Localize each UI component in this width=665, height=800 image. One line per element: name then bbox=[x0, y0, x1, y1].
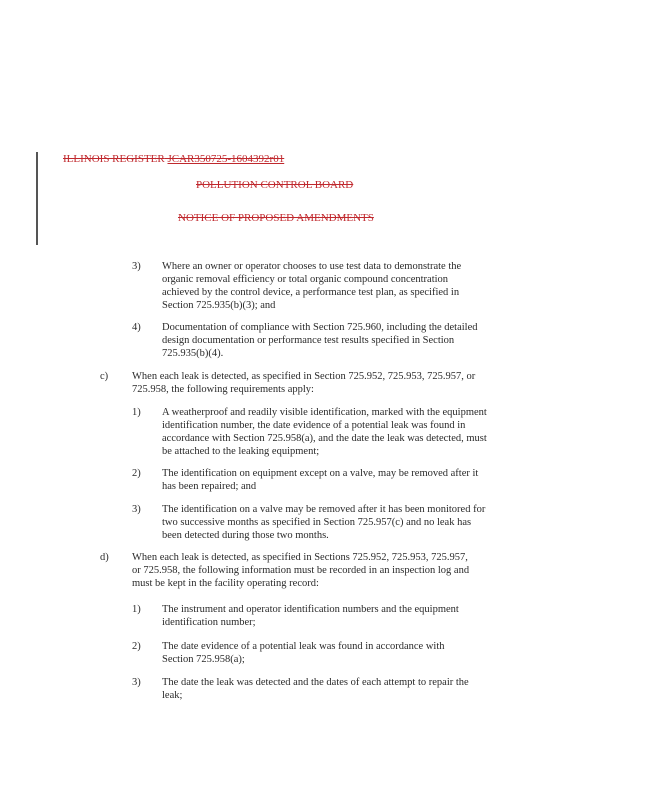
notice-title: NOTICE OF PROPOSED AMENDMENTS bbox=[178, 212, 374, 224]
register-header bbox=[63, 153, 284, 165]
revision-change-bar bbox=[36, 152, 38, 245]
document-id: JCAR350725-1604392r01 bbox=[167, 153, 285, 165]
board-title: POLLUTION CONTROL BOARD bbox=[196, 179, 354, 191]
register-title: ILLINOIS REGISTER bbox=[63, 153, 165, 165]
document-page: ILLINOIS REGISTER JCAR350725-1604392r01 POLLUTION CONTROL BOARD NOTICE OF PROPOSED AMENDMENTS 3) Where an owner or operator chooses to use test data to demonstrate the organic removal efficiency or total organic compound concentration achieved by the control device, a performance test plan, as specified in Section 725.935(b)(3); and 4) Documentation of compliance with Section 725.960, including the detailed design documentation or performance test results specified in Section 725.935(b)(4). c) When each leak is detected, as specified in Section 725.952, 725.953, 725.957, or 725.958, the following requirements apply: 1) A weatherproof and readily visible identification, marked with the equipment identification number, the date evidence of a potential leak was found in accordance with Section 725.958(a), and the date the leak was detected, must be attached to the leaking equipment; 2) The identification on equipment except on a valve, may be removed after it has been repaired; and 3) The identification on a valve may be removed after it has been monitored for two successive months as specified in Section 725.957(c) and no leak has been detected during those two months. d) When each leak is detected, as specified in Sections 725.952, 725.953, 725.957, or 725.958, the following information must be recorded in an inspection log and must be kept in the facility operating record: 1) The instrument and operator identification numbers and the equipment identification number; 2) The date evidence of a potential leak was found in accordance with Section 725.958(a); 3) The date the leak was detected and the dates of each attempt to repair the leak; bbox=[0, 0, 665, 800]
